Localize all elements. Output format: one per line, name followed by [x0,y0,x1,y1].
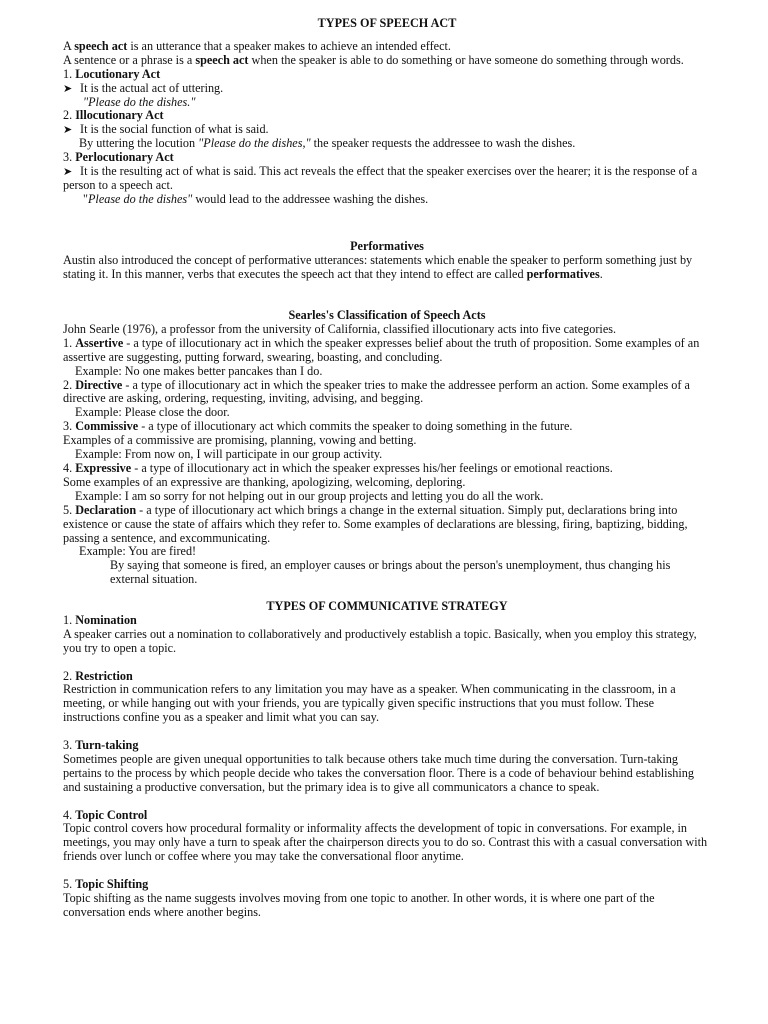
strategy-heading-restriction: 2. Restriction [63,668,133,683]
speech-act-title: TYPES OF SPEECH ACT [317,16,457,30]
strategy-text: Sometimes people are given unequal opportunities to talk because others take much time during the conversation. Turn-taking pertains to the process by which people decide who takes the conversation floor. There is a code of behaviour behind establishing and sustaining a productive conversation, but the primary idea is to give all communicators a chance to speak. [63,751,694,794]
performatives-text: Austin also introduced the concept of performative utterances: statements which enable the speaker to perform something just by stating it. In this manner, verbs that executes the speech act that they intend to effect are called performatives. [63,252,693,281]
searle-item-commissive-examples: Examples of a commissive are promising, planning, vowing and betting. [63,433,417,448]
strategy-item [63,878,711,920]
speech-act-definition-1: A speech act is an utterance that a speaker makes to achieve an intended effect. [63,38,451,53]
locutionary-example: "Please do the dishes." [83,94,196,109]
arrow-bullet-icon: ➤ [63,123,73,137]
arrow-bullet-icon: ➤ [63,165,73,179]
searle-item-assertive: 1. Assertive - a type of illocutionary act in which the speaker expresses belief about the truth of proposition. Some examples of an assertive are suggesting, putting forward, swearing, boasting, and concluding. [63,335,700,364]
perlocutionary-heading: 3. Perlocutionary Act [63,150,174,165]
strategy-item [63,739,711,795]
searle-section [63,309,711,587]
performatives-section [63,240,711,282]
strategy-heading-topic-shifting: 5. Topic Shifting [63,877,149,892]
searle-example-directive: Example: Please close the door. [75,405,230,420]
strategy-item [63,670,711,726]
searle-title: Searles's Classification of Speech Acts [288,308,486,322]
locutionary-description: ➤ It is the actual act of uttering. [63,80,224,95]
strategy-text: A speaker carries out a nomination to collaboratively and productively establish a topic. Basically, when you employ this strategy, you try to open a topic. [63,626,697,655]
searle-example-declaration: Example: You are fired! [79,544,197,559]
illocutionary-heading: 2. Illocutionary Act [63,108,164,123]
perlocutionary-example: "Please do the dishes" would lead to the addressee washing the dishes. [83,191,429,206]
speech-act-definition-2: A sentence or a phrase is a speech act when the speaker is able to do something or have someone do something through words. [63,52,684,67]
performatives-title: Performatives [350,239,424,253]
arrow-bullet-icon: ➤ [63,81,73,95]
illocutionary-example: By uttering the locution "Please do the dishes," the speaker requests the addressee to wash the dishes. [79,136,576,151]
searle-item-commissive: 3. Commissive - a type of illocutionary act which commits the speaker to doing something in the future. [63,419,573,434]
strategy-heading-nomination: 1. Nomination [63,612,137,627]
locutionary-heading: 1. Locutionary Act [63,66,161,81]
searle-item-declaration: 5. Declaration - a type of illocutionary act which brings a change in the external situation. Simply put, declarations bring into existence or cause the state of affairs which they refer to. Some examples of declarations are blessing, firing, baptizing, bidding, passing a sentence, and excommunicating. [63,502,688,545]
searle-example-assertive: Example: No one makes better pancakes than I do. [75,363,323,378]
strategy-heading-turn-taking: 3. Turn-taking [63,738,139,753]
strategy-heading-topic-control: 4. Topic Control [63,807,148,822]
searle-item-directive: 2. Directive - a type of illocutionary act in which the speaker tries to make the addressee perform an action. Some examples of a directive are asking, ordering, requesting, inviting, advising, and begging. [63,377,690,406]
strategy-section [63,600,711,920]
strategy-text: Restriction in communication refers to any limitation you may have as a speaker. When communicating in the classroom, in a meeting, or while hanging out with your friends, you are typically given specific instructions that you must follow. These instructions confine you as a speaker and limit what you can say. [63,682,676,725]
strategy-item [63,614,711,656]
speech-act-section [63,17,711,207]
searle-item-expressive: 4. Expressive - a type of illocutionary act in which the speaker expresses his/her feelings or emotional reactions. [63,460,613,475]
strategy-title: TYPES OF COMMUNICATIVE STRATEGY [266,599,508,613]
strategy-text: Topic control covers how procedural formality or informality affects the development of topic in conversations. For example, in meetings, you may only have a turn to speak after the chairperson directs you to do so. Contrast this with a casual conversation with friends over lunch or coffee where you may take the conversational floor anytime. [63,821,708,864]
strategy-text: Topic shifting as the name suggests involves moving from one topic to another. In other words, it is where one part of the conversation ends where another begins. [63,890,655,919]
illocutionary-description: ➤ It is the social function of what is said. [63,122,269,137]
searle-example-commissive: Example: From now on, I will participate in our group activity. [75,447,383,462]
searle-example-expressive: Example: I am so sorry for not helping out in our group projects and letting you do all the work. [75,488,544,503]
strategy-item [63,809,711,865]
perlocutionary-description: ➤ It is the resulting act of what is said. This act reveals the effect that the speaker exercises over the hearer; it is the response of a person to a speech act. [63,164,698,192]
searle-intro: John Searle (1976), a professor from the university of California, classified illocutionary acts into five categories. [63,321,617,336]
searle-closing: By saying that someone is fired, an employer causes or brings about the person's unemployment, thus changing his external situation. [110,558,671,587]
searle-item-expressive-examples: Some examples of an expressive are thanking, apologizing, welcoming, deploring. [63,474,466,489]
